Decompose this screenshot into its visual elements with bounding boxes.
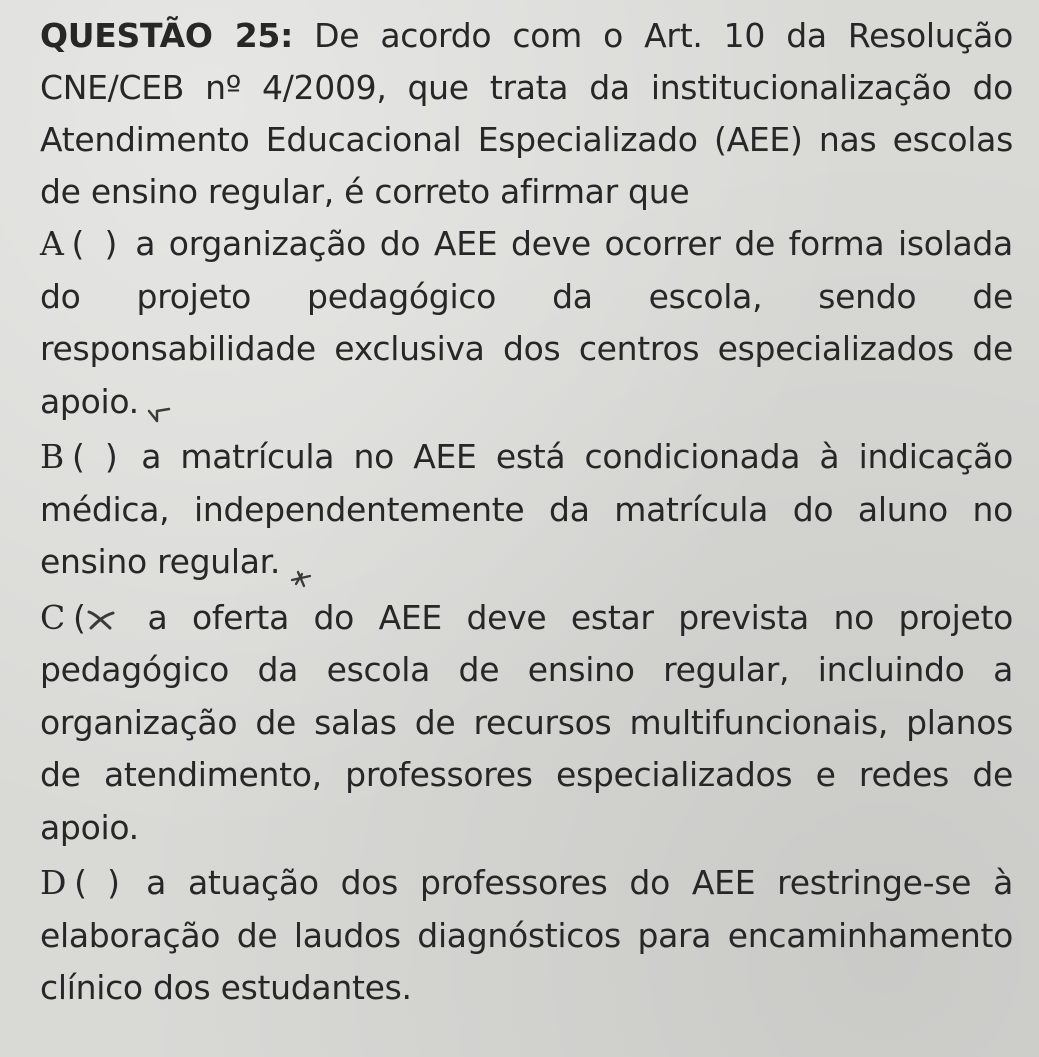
option-a-text: a organização do AEE deve ocorrer de forma isolada do projeto pedagógico da escola, sendo de responsabilidade exclusiva dos centros especializados de apoio. <box>40 224 1013 421</box>
handwritten-star-icon <box>288 553 314 575</box>
question-statement <box>40 10 1013 218</box>
option-d-checkbox[interactable]: ( ) <box>74 863 120 902</box>
option-a-letter: A <box>40 224 64 263</box>
option-d-letter: D <box>40 863 67 902</box>
option-c-text: a oferta do AEE deve estar prevista no projeto pedagógico da escola de ensino regular, incluindo a organização de salas de recursos multifuncionais, planos de atendimento, professores especializados e redes de apoio. <box>40 597 1013 847</box>
question-text: De acordo com o Art. 10 da Resolução CNE/CEB nº 4/2009, que trata da institucionalização do Atendimento Educacional Especializado (AEE) nas escolas de ensino regular, é correto afirmar que <box>40 16 1013 211</box>
option-d[interactable] <box>40 857 1013 1015</box>
option-a[interactable] <box>40 218 1013 428</box>
option-c[interactable] <box>40 592 1013 855</box>
handwritten-tick-icon <box>147 392 173 414</box>
option-c-checkbox[interactable]: ( <box>73 592 123 645</box>
handwritten-x-mark-icon <box>86 606 116 632</box>
option-d-text: a atuação dos professores do AEE restringe-se à elaboração de laudos diagnósticos para encaminhamento clínico dos estudantes. <box>40 863 1014 1007</box>
option-b-text: a matrícula no AEE está condicionada à indicação médica, independentemente da matrícula do aluno no ensino regular. <box>40 437 1013 581</box>
option-c-letter: C <box>40 597 65 637</box>
option-a-checkbox[interactable]: ( ) <box>71 224 118 263</box>
option-b-checkbox[interactable]: ( ) <box>71 437 118 476</box>
option-b[interactable] <box>40 431 1013 589</box>
question-label: QUESTÃO 25: <box>40 16 293 55</box>
option-b-letter: B <box>40 437 64 476</box>
